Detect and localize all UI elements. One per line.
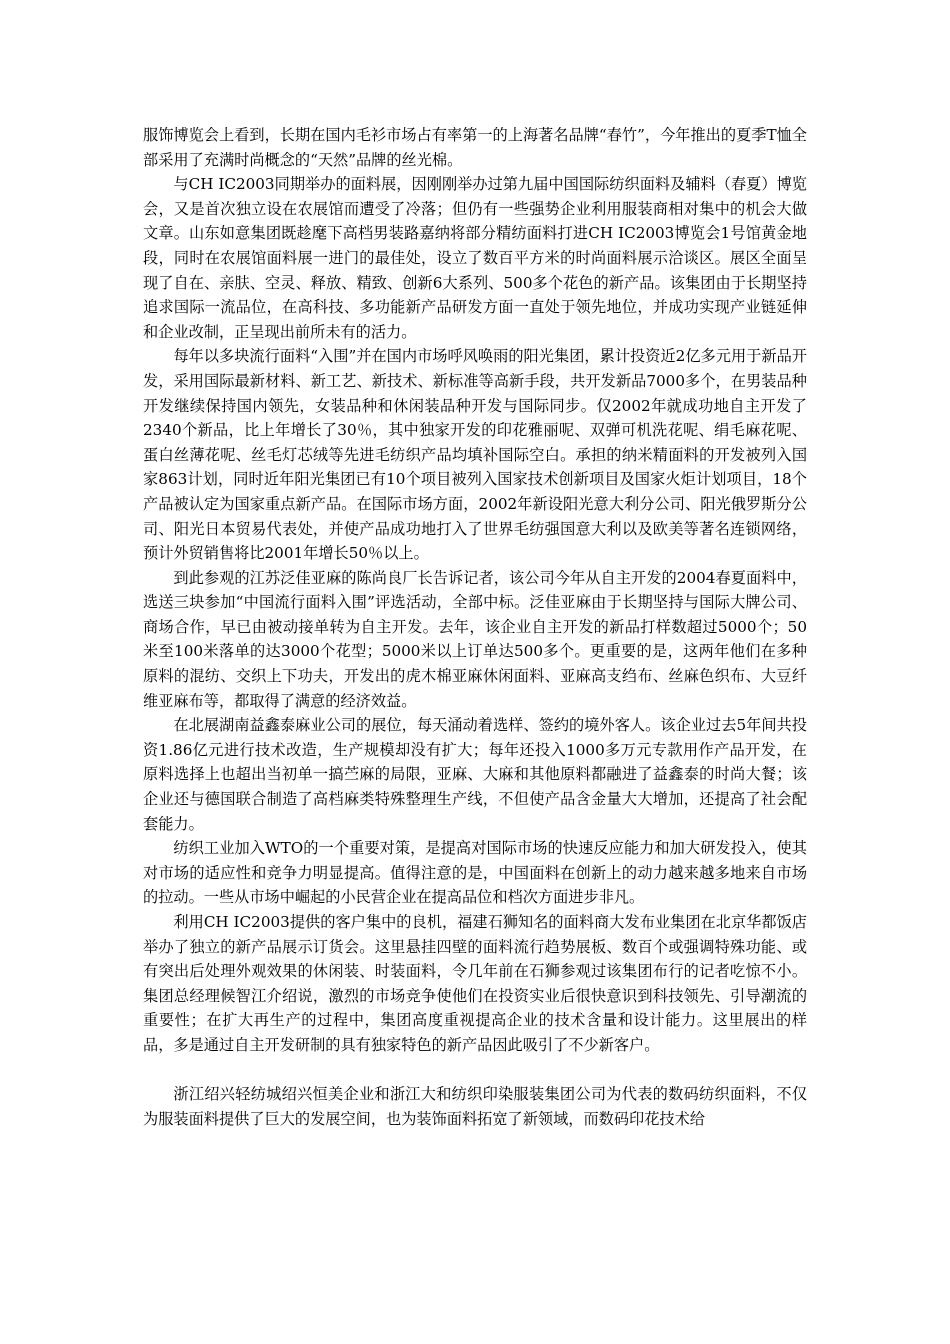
paragraph-2: 与CH IC2003同期举办的面料展，因刚刚举办过第九届中国国际纺织面料及辅料（春夏）博览会，又是首次独立设在农展馆而遭受了冷落；但仍有一些强势企业利用服装商相对集中的机会大做文章。山东如意集团既趁麾下高档男装路嘉纳将部分精纺面料打进CH IC2003博览会1号馆黄金地段，同时在农展馆面料展一进门的最佳处，设立了数百平方米的时尚面料展示洽谈区。展区全面呈现了自在、亲肤、空灵、释放、精致、创新6大系列、500多个花色的新产品。该集团由于长期坚持追求国际一流品位，在高科技、多功能新产品研发方面一直处于领先地位，并成功实现产业链延伸和企业改制，正呈现出前所未有的活力。 [143, 175, 807, 341]
paragraph-4: 到此参观的江苏泛佳亚麻的陈尚良厂长告诉记者，该公司今年从自主开发的2004春夏面料中，选送三块参加“中国流行面料入围”评选活动，全部中标。泛佳亚麻由于长期坚持与国际大牌公司、商场合作，早已由被动接单转为自主开发。去年，该企业自主开发的新品打样数超过5000个；50米至100米落单的达3000个花型；5000米以上订单达500多个。更重要的是，这两年他们在多种原料的混纺、交织上下功夫，开发出的虎木棉亚麻休闲面料、亚麻高支绉布、丝麻色织布、大豆纤维亚麻布等，都取得了满意的经济效益。 [143, 568, 807, 710]
paragraph-1: 服饰博览会上看到，长期在国内毛衫市场占有率第一的上海著名品牌“春竹”，今年推出的夏季T恤全部采用了充满时尚概念的“天然”品牌的丝光棉。 [143, 126, 807, 169]
paragraph-6: 纺织工业加入WTO的一个重要对策，是提高对国际市场的快速反应能力和加大研发投入，使其对市场的适应性和竞争力明显提高。值得注意的是，中国面料在创新上的动力越来越多地来自市场的拉动。一些从市场中崛起的小民营企业在提高品位和档次方面进步非凡。 [143, 839, 807, 907]
paragraph-5: 在北展湖南益鑫泰麻业公司的展位，每天涌动着选样、签约的境外客人。该企业过去5年间共投资1.86亿元进行技术改造，生产规模却没有扩大；每年还投入1000多万元专款用作产品开发，在原料选择上也超出当初单一搞苎麻的局限，亚麻、大麻和其他原料都融进了益鑫泰的时尚大餐；该企业还与德国联合制造了高档麻类特殊整理生产线，不但使产品含金量大大增加，还提高了社会配套能力。 [143, 716, 807, 833]
paragraph-3: 每年以多块流行面料“入围”并在国内市场呼风唤雨的阳光集团，累计投资近2亿多元用于新品开发，采用国际最新材料、新工艺、新技术、新标准等高新手段，共开发新品7000多个，在男装品种开发继续保持国内领先，女装品种和休闲装品种开发与国际同步。仅2002年就成功地自主开发了2340个新品，比上年增长了30％，其中独家开发的印花雅丽呢、双弹可机洗花呢、绢毛麻花呢、蛋白丝薄花呢、丝毛灯芯绒等先进毛纺织产品均填补国际空白。承担的纳米精面料的开发被列入国家863计划，同时近年阳光集团已有10个项目被列入国家技术创新项目及国家火炬计划项目，18个产品被认定为国家重点新产品。在国际市场方面，2002年新设阳光意大利分公司、阳光俄罗斯分公司、阳光日本贸易代表处，并使产品成功地打入了世界毛纺强国意大利以及欧美等著名连锁网络，预计外贸销售将比2001年增长50％以上。 [143, 347, 807, 563]
document-body [143, 123, 807, 1131]
paragraph-8: 浙江绍兴轻纺城绍兴恒美企业和浙江大和纺织印染服装集团公司为代表的数码纺织面料，不仅为服装面料提供了巨大的发展空间，也为装饰面料拓宽了新领域，而数码印花技术给 [143, 1085, 807, 1128]
paragraph-7: 利用CH IC2003提供的客户集中的良机，福建石狮知名的面料商大发布业集团在北京华都饭店举办了独立的新产品展示订货会。这里悬挂四壁的面料流行趋势展板、数百个或强调特殊功能、或有突出后处理外观效果的休闲装、时装面料，令几年前在石狮参观过该集团布行的记者吃惊不小。集团总经理候智江介绍说，激烈的市场竞争使他们在投资实业后很快意识到科技领先、引导潮流的重要性；在扩大再生产的过程中，集团高度重视提高企业的技术含量和设计能力。这里展出的样品，多是通过自主开发研制的具有独家特色的新产品因此吸引了不少新客户。 [143, 913, 807, 1054]
blank-line [143, 1058, 807, 1083]
